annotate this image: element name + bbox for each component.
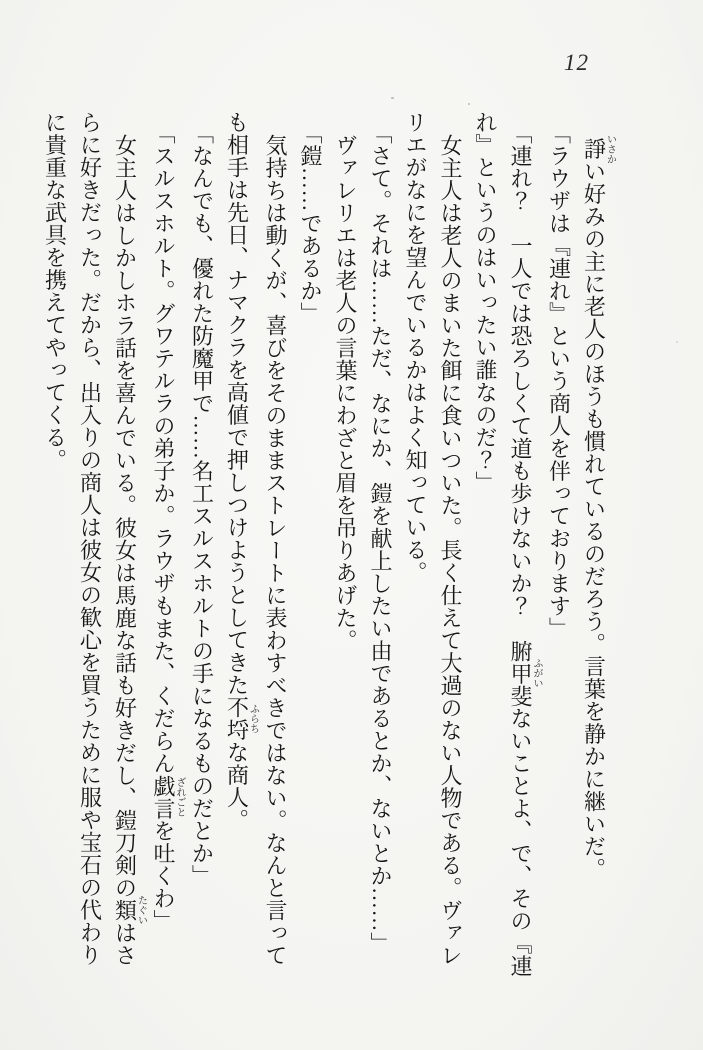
text-line-13: 「スルスホルト。グワテルラの弟子か。ラウザもまた、くだらん戯言ざれごとを吐くわ」 — [151, 122, 185, 932]
text-line-1: 諍いさかい好みの主に老人のほうも慣れているのだろう。言葉を静かに継いだ。 — [581, 134, 616, 881]
scan-speck — [468, 103, 470, 105]
text-line-3: 「連れ？ 一人では恐ろしくて道も歩けないか？ 腑甲斐ふがいないことよ、で、その『連 — [508, 122, 542, 977]
text-line-4: れ』というのはいったい誰なのだ？」 — [473, 111, 498, 494]
furigana-term: 腑甲斐ふがい — [508, 639, 542, 707]
scan-speck — [676, 341, 678, 343]
furigana-term: 不埒ふらち — [224, 696, 259, 741]
text-line-8: ヴァレリエは老人の言葉にわざと眉を吊りあげた。 — [333, 134, 358, 652]
text-line-6: リエがなにを望んでいるかはよく知っている。 — [403, 111, 428, 584]
text-line-16: に貴重な武具を携えてやってくる。 — [42, 111, 68, 471]
text-line-7: 「さて。それは……ただ、なにか、鎧を献上したい由であるとか、ないとか……」 — [368, 122, 393, 955]
furigana-term: 諍いさか — [581, 134, 616, 164]
text-line-14: 女主人はしかしホラ話を喜んでいる。彼女は馬鹿な話も好きだし、鎧刀剣の類たぐいはさ — [112, 134, 147, 967]
text-line-5: 女主人は老人のまいた餌に食いついた。長く仕えて大過のない人物である。ヴァレ — [438, 134, 463, 967]
furigana-term: 戯言ざれごと — [151, 774, 185, 820]
text-line-10: 気持ちは動くが、喜びをそのままストレートに表わすべきではない。なんと言って — [263, 134, 288, 967]
text-line-2: 「ラウザは『連れ』という商人を伴っております」 — [546, 122, 572, 640]
vertical-text-block — [38, 111, 616, 1001]
text-line-9: 「鎧……であるか」 — [298, 122, 323, 325]
page-number: 12 — [564, 50, 589, 75]
scan-speck — [391, 97, 394, 99]
furigana-term: 類たぐい — [112, 895, 147, 926]
text-line-11: も相手は先日、ナマクラを高値で押しつけようとしてきた不埒ふらちな商人。 — [224, 111, 259, 831]
text-line-12: 「なんでも、優れた防魔甲で……名工スルスホルトの手になるものだとか」 — [189, 122, 215, 887]
text-line-15: らに好きだった。だから、出入りの商人は彼女の歓心を買うために服や宝石の代わり — [77, 111, 103, 966]
